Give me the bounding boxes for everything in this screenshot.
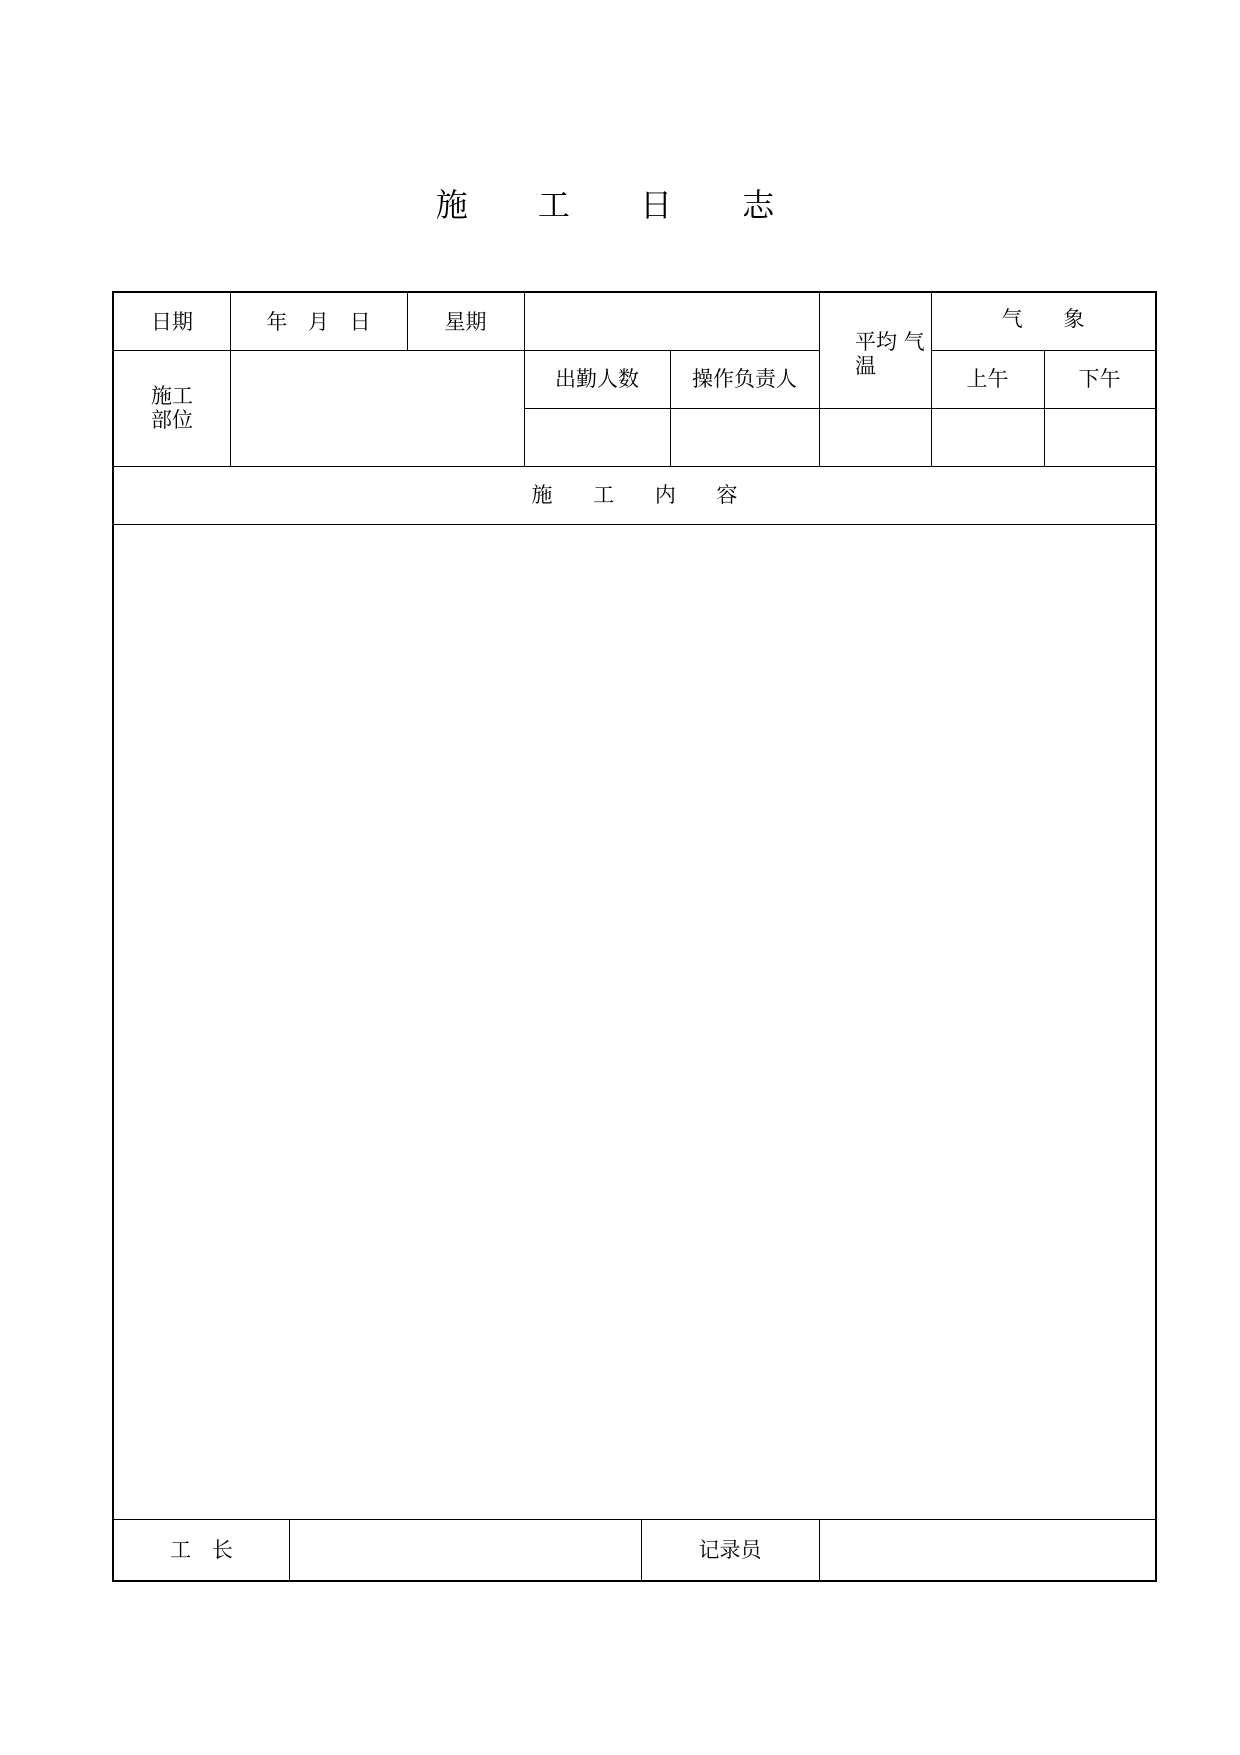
site-field[interactable] [230,350,524,466]
morning-label: 上午 [966,367,1009,391]
avg-temp-label [819,293,931,408]
document-title: 施 工 日 志 [435,186,805,224]
foreman-label: 工 长 [170,1537,233,1562]
operator-field[interactable] [670,408,819,466]
recorder-label: 记录员 [698,1537,762,1562]
avg-temp-label-line1: 平均 气 [855,329,925,354]
avg-temp-label-line2: 温 [855,353,876,378]
avg-temp-field[interactable] [819,408,931,466]
attendance-field[interactable] [524,408,670,466]
weather-label: 气 象 [1001,307,1085,331]
afternoon-weather-field[interactable] [1044,408,1155,466]
content-field[interactable] [114,524,1155,1519]
recorder-field[interactable] [819,1519,1155,1580]
site-label-line2: 部位 [151,408,193,432]
site-label [114,350,230,466]
content-label: 施 工 内 容 [531,483,738,507]
construction-log-form [112,291,1157,1582]
site-label-line1: 施工 [151,384,193,408]
weekday-label: 星期 [444,309,487,334]
afternoon-label: 下午 [1078,367,1121,391]
morning-weather-field[interactable] [931,408,1044,466]
date-value-field[interactable]: 年 月 日 [266,309,371,334]
operator-label: 操作负责人 [692,367,797,391]
date-label: 日期 [151,309,193,334]
attendance-label: 出勤人数 [555,367,639,391]
foreman-field[interactable] [289,1519,641,1580]
weekday-field[interactable] [524,293,819,350]
